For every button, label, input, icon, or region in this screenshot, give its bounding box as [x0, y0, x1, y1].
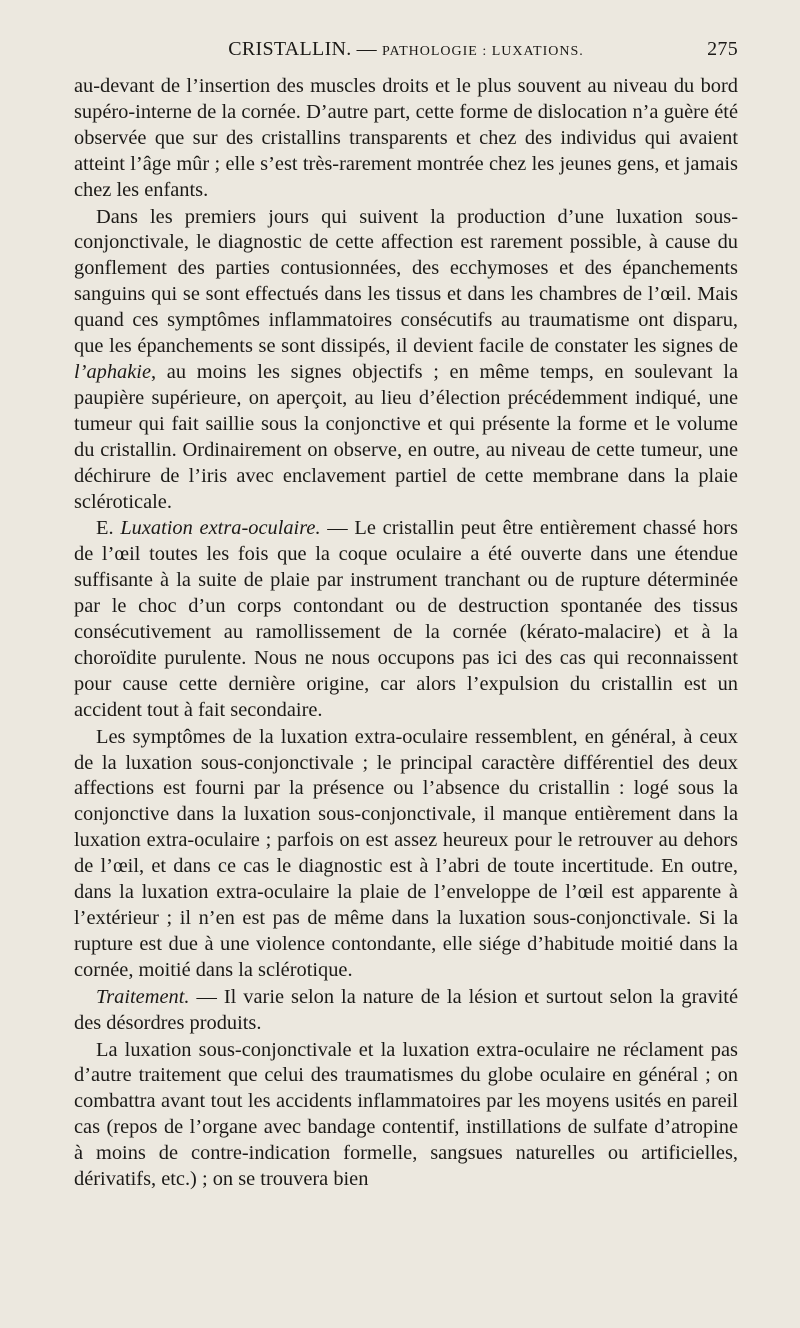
paragraph-1: au-devant de l’insertion des muscles droits et le plus souvent au niveau du bord supéro-interne de la cornée. D’autre part, cette forme de dislocation n’a guère été observée que sur des cristallins transparents et chez des individus qui avaient atteint l’âge mûr ; elle s’est très-rarement montrée chez les jeunes gens, et jamais chez les enfants. — [74, 75, 738, 201]
paragraph-2-text-cont: , au moins les signes objectifs ; en même temps, en soulevant la paupière supérieure, on aperçoit, au lieu d’élection précédemment indiqué, une tumeur qui fait saillie sous la conjonctive et qui présente la forme et le volume du cristallin. Ordinairement on observe, en outre, au niveau de cette tumeur, une déchirure de l’iris avec enclavement partiel de cette membrane dans la plaie scléroticale. — [74, 360, 738, 513]
section-letter: E. — [96, 517, 121, 540]
paragraph-5 — [74, 985, 738, 1037]
running-head-title: CRISTALLIN. — [228, 38, 352, 60]
running-head-dash: — — [356, 38, 377, 60]
page-number: 275 — [707, 38, 738, 60]
paragraph-2 — [74, 205, 738, 516]
running-head-section: PATHOLOGIE : LUXATIONS. — [382, 44, 584, 59]
paragraph-4: Les symptômes de la luxation extra-oculaire ressemblent, en général, à ceux de la luxation sous-conjonctivale ; le principal caractère différentiel des deux affections est fourni par la présence ou l’absence du cristallin : logé sous la conjonctive dans la luxation sous-conjonctivale, il manque entièrement dans la luxation extra-oculaire ; parfois on est assez heureux pour le retrouver au dehors de l’œil, et dans ce cas le diagnostic est à l’abri de toute incertitude. En outre, dans la luxation extra-oculaire la plaie de l’enveloppe de l’œil est apparente à l’extérieur ; il n’en est pas de même dans la luxation sous-conjonctivale. Si la rupture est due à une violence contondante, elle siége d’habitude moitié dans la cornée, moitié dans la sclérotique. — [74, 725, 738, 981]
body-text — [74, 74, 738, 1193]
paragraph-6: La luxation sous-conjonctivale et la luxation extra-oculaire ne réclament pas d’autre traitement que celui des traumatismes du globe oculaire en général ; on combattra avant tout les accidents inflammatoires par les moyens usités en pareil cas (repos de l’organe avec bandage contentif, instillations de sulfate d’atropine à moins de contre-indication formelle, sangsues naturelles ou artificielles, dérivatifs, etc.) ; on se trouvera bien — [74, 1038, 738, 1191]
paragraph-5-text: — Il varie selon la nature de la lésion et surtout selon la gravité des désordres produits. — [74, 985, 738, 1034]
paragraph-3 — [74, 516, 738, 723]
paragraph-2-text: Dans les premiers jours qui suivent la production d’une luxation sous-conjonctivale, le diagnostic de cette affection est rarement possible, à cause du gonflement des parties contusionnées, des ecchymoses et des épanchements sanguins qui se sont effectués dans les tissus et dans les chambres de l’œil. Mais quand ces symptômes inflammatoires consécutifs au traumatisme ont disparu, que les épanchements se sont dissipés, il devient facile de constater les signes de — [74, 205, 738, 358]
section-heading-luxation-extra-oculaire: Luxation extra-oculaire. — [120, 517, 321, 540]
section-heading-traitement: Traitement. — [96, 985, 190, 1008]
paragraph-3-text: — Le cristallin peut être entièrement chassé hors de l’œil toutes les fois que la coque oculaire a été ouverte dans une étendue suffisante à la suite de plaie par instrument tranchant ou de rupture déterminée par le choc d’un corps contondant ou de destruction spontanée des tissus consécutivement au ramollissement de la cornée (kérato-malacire) et à la choroïdite purulente. Nous ne nous occupons pas ici des cas qui reconnaissent pour cause cette dernière origine, car alors l’expulsion du cristallin est un accident tout à fait secondaire. — [74, 517, 738, 721]
running-head — [74, 38, 738, 74]
aphakie-term: l’aphakie — [74, 360, 152, 383]
